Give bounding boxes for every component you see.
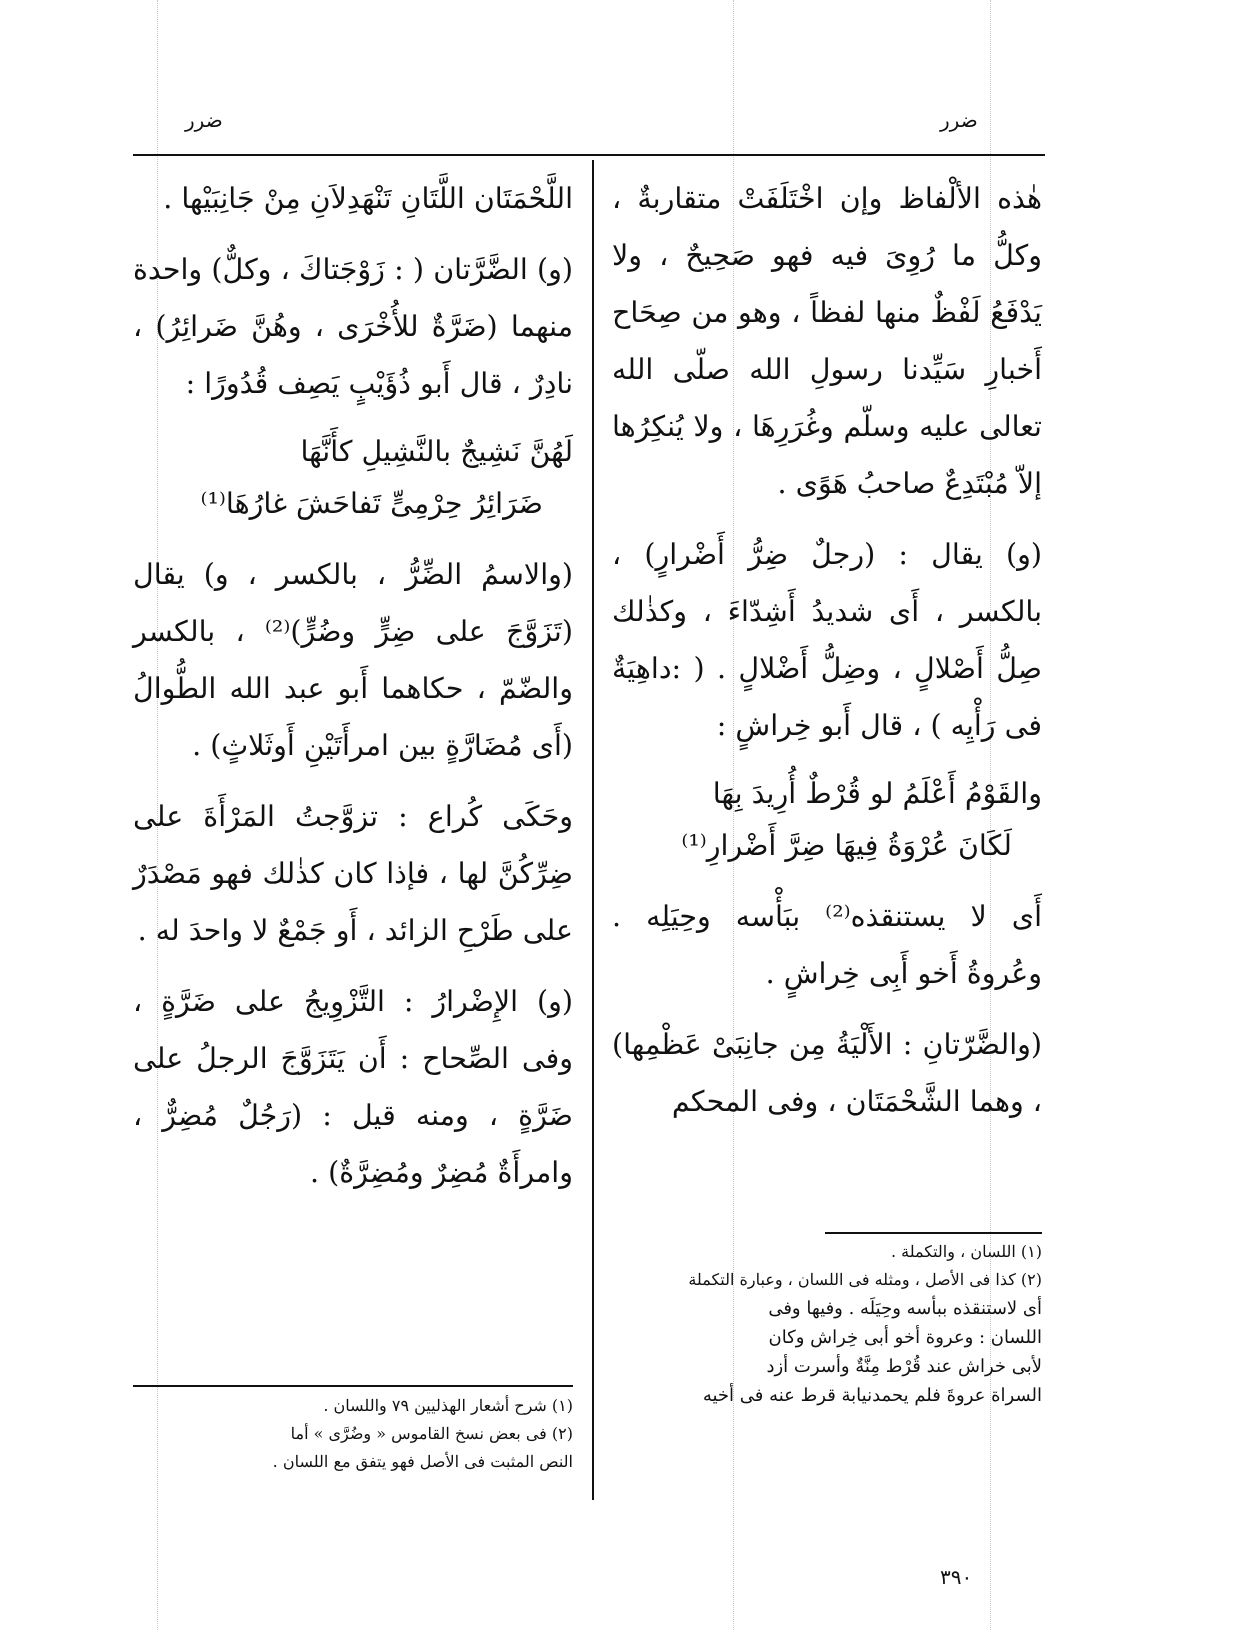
- footnote: (٢) فى بعض نسخ القاموس « وضُرَّى » أما: [290, 1424, 573, 1443]
- verse-line: لَهُنَّ نَشِيجٌ بالنَّشِيلِ كأَنَّهَا: [300, 435, 573, 468]
- verse-line: والقَوْمُ أَعْلَمُ لو قُرْطٌ أُرِيدَ بِهَا: [712, 777, 1042, 810]
- paragraph: (و) يقال : (رجلٌ ضِرُّ أَضْرارٍ) ، بالكسر ، أَى شديدُ أَشِدّاءَ ، وكذٰلك صِلُّ أَصْلالٍ ، وضِلُّ أَضْلالٍ . ( :داهِيَةٌ فى رَأْيِه ) ، قال أَبو خِراشٍ :: [612, 538, 1042, 742]
- paragraph: هٰذه الألْفاظ وإن اخْتَلَفَتْ متقاربةٌ ، وكلُّ ما رُوِىَ فيه فهو صَحِيحٌ ، ولا يَدْفَعُ لَفْظٌ منها لفظاً ، وهو من صِحَاح أَخبارِ سَيِّدنا رسولِ الله صلّى الله تعالى عليه وسلّم وغُرَرِهَا ، ولا يُنكِرُها إلاّ مُبْتَدِعٌ صاحبُ هَوًى .: [612, 182, 1042, 500]
- right-column: [612, 170, 1042, 1144]
- paragraph: (والاسمُ الضِّرُّ ، بالكسر ، و) يقال (تَزَوَّجَ على ضِرٍّ وضُرٍّ)⁽²⁾ ، بالكسر والضّمّ ، حكاهما أَبو عبد الله الطُّوالُ (أَى مُضَارَّةٍ بين امرأَتَيْنِ أَوثَلاثٍ) .: [133, 558, 573, 762]
- footnote-rule: [133, 1385, 573, 1387]
- footnote-line: اللسان : وعروة أخو أبى خِراش وكان: [768, 1327, 1042, 1348]
- verse-line: لَكَانَ عُرْوَةُ فِيهَا ضِرَّ أَضْرارِ⁽¹⁾: [681, 829, 1012, 862]
- footnote-line: أى لاستنقذه ببأسه وحِيَلَه . وفيها وفى: [768, 1298, 1042, 1319]
- page-number: ٣٩٠: [940, 1565, 973, 1589]
- footnote-line: النص المثبت فى الأصل فهو يتفق مع اللسان .: [272, 1452, 573, 1471]
- left-footnotes: [133, 1392, 573, 1476]
- column-separator: [592, 160, 594, 1500]
- footnote: (٢) كذا فى الأصل ، ومثله فى اللسان ، وعبارة التكملة: [688, 1270, 1042, 1289]
- left-column: [133, 170, 573, 1215]
- header-rule: [133, 154, 1045, 156]
- paragraph: (والضَّرّتانِ : الأَلْيَةُ مِن جانِبَىْ عَظْمِها) ، وهما الشَّحْمَتَان ، وفى المحكم: [612, 1028, 1042, 1118]
- left-running-head: ضرر: [185, 108, 223, 132]
- footnote-line: السراة عروةَ فلم يحمدنيابة قرط عنه فى أخيه: [702, 1385, 1042, 1406]
- right-footnotes: [612, 1238, 1042, 1410]
- right-running-head: ضرر: [940, 108, 978, 132]
- paragraph: وحَكَى كُراع : تزوَّجتُ المَرْأَةَ على ضِرِّكُنَّ لها ، فإذا كان كذٰلك فهو مَصْدَرٌ على طَرْحِ الزائد ، أَو جَمْعٌ لا واحدَ له .: [133, 800, 573, 947]
- footnote: (١) شرح أشعار الهذليين ٧٩ واللسان .: [323, 1396, 573, 1415]
- paragraph: أَى لا يستنقذه⁽²⁾ ببَأْسه وحِيَلِه . وعُروةُ أَخو أَبِى خِراشٍ .: [612, 900, 1043, 990]
- paragraph: (و) الإِضْرارُ : التَّزْوِيجُ على ضَرَّةٍ ، وفى الصِّحاح : أَن يَتَزَوَّجَ الرجلُ على ضَرَّةٍ ، ومنه قيل : (رَجُلٌ مُضِرٌّ ، وامرأَةٌ مُضِرٌ ومُضِرَّةٌ) .: [133, 985, 573, 1189]
- paragraph: (و) الضَّرَّتان ( : زَوْجَتاكَ ، وكلٌّ) واحدة منهما (ضَرَّةٌ للأُخْرَى ، وهُنَّ ضَرائِرُ) ، نادِرٌ ، قال أَبو ذُؤَيْبٍ يَصِف قُدُورًا :: [133, 253, 573, 400]
- footnote-rule: [825, 1232, 1042, 1234]
- verse: [612, 768, 1042, 872]
- footnote-line: لأبى خراش عند قُرْط مِنَّةٌ وأسرت أزد: [766, 1356, 1042, 1377]
- verse: [133, 426, 573, 530]
- verse-line: ضَرَائِرُ حِرْمِىٍّ تَفاحَشَ غارُهَا⁽¹⁾: [200, 487, 543, 520]
- footnote: (١) اللسان ، والتكملة .: [890, 1242, 1042, 1261]
- paragraph: اللَّحْمَتَان اللَّتَانِ تَنْهَدِلاَنِ مِنْ جَانِبَيْها .: [163, 182, 573, 215]
